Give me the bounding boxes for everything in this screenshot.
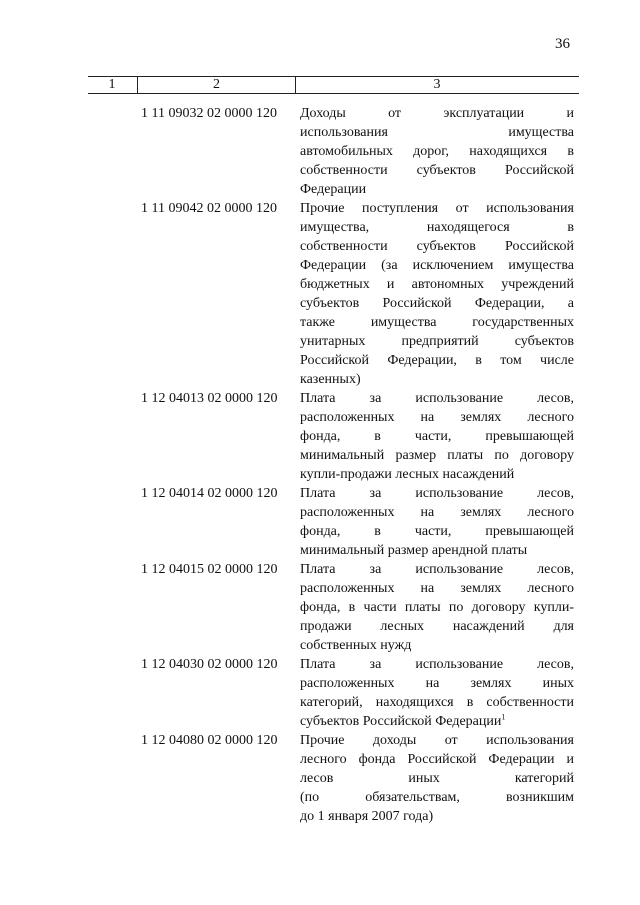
income-code: 1 11 09032 02 0000 120: [141, 106, 277, 121]
description-line: [300, 693, 574, 712]
description-text: расположенных на землях лесного: [300, 410, 574, 425]
income-description: [300, 199, 574, 389]
description-line: [300, 161, 574, 180]
description-line: [300, 142, 574, 161]
description-line: [300, 674, 574, 693]
description-text: использования имущества: [300, 125, 574, 140]
description-text: расположенных на землях иных: [300, 676, 574, 691]
description-line: [300, 427, 574, 446]
description-text: Плата за использование лесов,: [300, 562, 574, 577]
description-text: имущества, находящегося в: [300, 220, 574, 235]
table-header: [88, 76, 579, 94]
table-row: [141, 389, 579, 484]
description-line: [300, 294, 574, 313]
income-code: 1 12 04030 02 0000 120: [141, 657, 278, 672]
description-text: казенных): [300, 372, 361, 387]
description-line: [300, 370, 574, 389]
description-text: Российской Федерации, в том числе: [300, 353, 574, 368]
description-line: [300, 788, 574, 807]
description-line: [300, 560, 574, 579]
description-line: [300, 617, 574, 636]
description-text: фонда, в части, превышающей: [300, 524, 574, 539]
description-text: унитарных предприятий субъектов: [300, 334, 574, 349]
header-col-1: 1: [108, 77, 116, 92]
header-col-2: 2: [137, 77, 296, 93]
page-number: 36: [555, 36, 570, 52]
footnote-marker: 1: [501, 712, 506, 722]
description-text: также имущества государственных: [300, 315, 574, 330]
description-text: Доходы от эксплуатации и: [300, 106, 574, 121]
description-text: минимальный размер арендной платы: [300, 543, 528, 558]
description-line: [300, 636, 574, 655]
description-text: Федерации (за исключением имущества: [300, 258, 574, 273]
description-line: [300, 237, 574, 256]
description-text: субъектов Российской Федерации: [300, 714, 502, 729]
description-text: автомобильных дорог, находящихся в: [300, 144, 574, 159]
description-text: фонда, в части, превышающей: [300, 429, 574, 444]
description-text: собственных нужд: [300, 638, 412, 653]
description-line: [300, 731, 574, 750]
header-col-3: 3: [433, 77, 441, 92]
income-description: [300, 484, 574, 560]
description-text: Плата за использование лесов,: [300, 391, 574, 406]
table-row: [141, 655, 579, 731]
description-line: [300, 769, 574, 788]
income-code: 1 12 04013 02 0000 120: [141, 391, 278, 406]
description-text: Прочие доходы от использования: [300, 733, 574, 748]
description-text: собственности субъектов Российской: [300, 239, 574, 254]
description-line: [300, 104, 574, 123]
description-text: расположенных на землях лесного: [300, 581, 574, 596]
table-row: [141, 560, 579, 655]
income-description: [300, 389, 574, 484]
description-line: [300, 389, 574, 408]
income-codes-table: [141, 104, 579, 826]
description-text: (по обязательствам, возникшим: [300, 790, 574, 805]
description-text: продажи лесных насаждений для: [300, 619, 574, 634]
description-line: [300, 807, 574, 826]
description-line: [300, 446, 574, 465]
income-description: [300, 655, 574, 731]
description-line: [300, 199, 574, 218]
description-line: [300, 712, 574, 731]
description-text: до 1 января 2007 года): [300, 809, 434, 824]
description-text: Федерации: [300, 182, 367, 197]
description-line: [300, 332, 574, 351]
table-row: [141, 731, 579, 826]
description-line: [300, 275, 574, 294]
description-text: Прочие поступления от использования: [300, 201, 574, 216]
description-line: [300, 655, 574, 674]
income-code: 1 12 04015 02 0000 120: [141, 562, 278, 577]
description-text: лесного фонда Российской Федерации и: [300, 752, 574, 767]
description-text: категорий, находящихся в собственности: [300, 695, 574, 710]
description-line: [300, 579, 574, 598]
income-code: 1 12 04014 02 0000 120: [141, 486, 278, 501]
description-line: [300, 522, 574, 541]
description-line: [300, 313, 574, 332]
description-text: лесов иных категорий: [300, 771, 574, 786]
income-code: 1 12 04080 02 0000 120: [141, 733, 278, 748]
table-row: [141, 484, 579, 560]
description-line: [300, 750, 574, 769]
description-line: [300, 123, 574, 142]
description-text: собственности субъектов Российской: [300, 163, 574, 178]
table-row: [141, 104, 579, 199]
description-text: субъектов Российской Федерации, а: [300, 296, 574, 311]
description-text: купли-продажи лесных насаждений: [300, 467, 515, 482]
income-code: 1 11 09042 02 0000 120: [141, 201, 277, 216]
description-line: [300, 218, 574, 237]
description-line: [300, 180, 574, 199]
description-text: фонда, в части платы по договору купли-: [300, 600, 574, 615]
table-row: [141, 199, 579, 389]
description-text: бюджетных и автономных учреждений: [300, 277, 574, 292]
description-line: [300, 408, 574, 427]
description-line: [300, 598, 574, 617]
income-description: [300, 560, 574, 655]
description-line: [300, 541, 574, 560]
income-description: [300, 731, 574, 826]
description-text: расположенных на землях лесного: [300, 505, 574, 520]
description-text: минимальный размер платы по договору: [300, 448, 574, 463]
description-line: [300, 484, 574, 503]
description-line: [300, 503, 574, 522]
income-description: [300, 104, 574, 199]
description-line: [300, 351, 574, 370]
description-line: [300, 465, 574, 484]
description-text: Плата за использование лесов,: [300, 657, 574, 672]
description-line: [300, 256, 574, 275]
description-text: Плата за использование лесов,: [300, 486, 574, 501]
